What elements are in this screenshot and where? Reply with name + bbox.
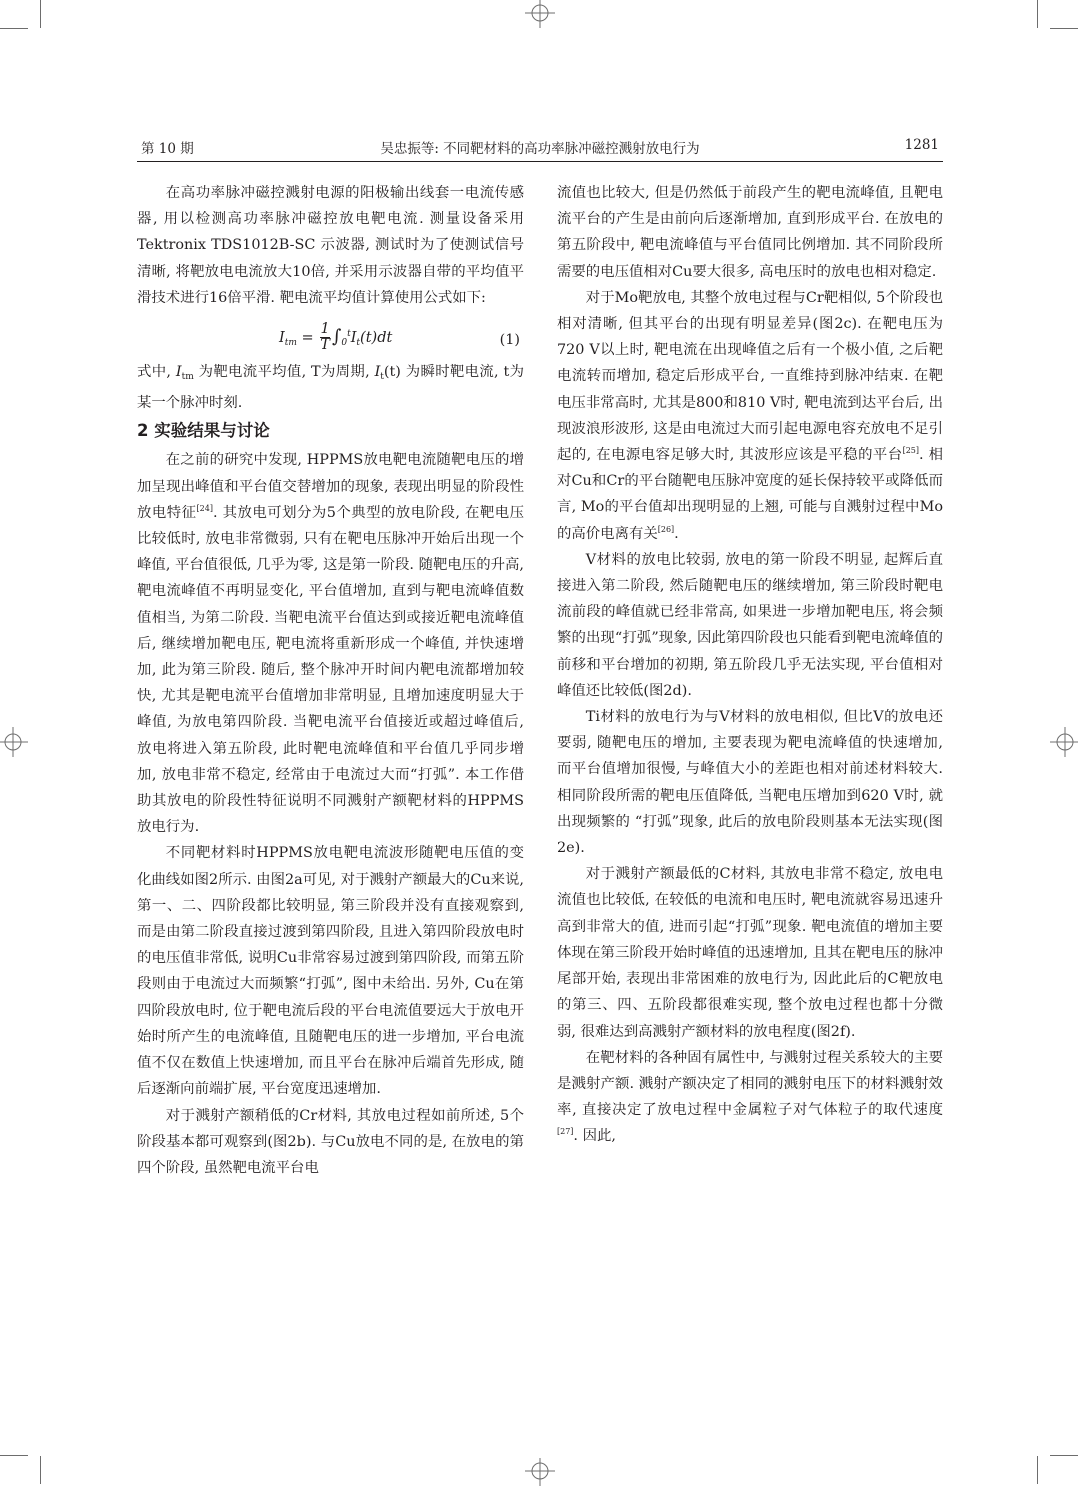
paragraph: Ti材料的放电行为与V材料的放电相似, 但比V的放电还要弱, 随靶电压的增加, 主要表现为靶电流峰值的快速增加, 而平台值增加很慢, 与峰值大小的差距也相对前述材料较大. 相同阶段所需的靶电压值降低, 当靶电压增加到620 V时, 就出现频繁的 “打弧”现象, 此后的放电阶段则基本无法实现(图2e).: [557, 709, 943, 857]
equation-1: [137, 315, 524, 357]
crop-mark: [0, 28, 28, 29]
citation: [25]: [902, 446, 919, 456]
paragraph: 在之前的研究中发现, HPPMS放电靶电流随靶电压的增加呈现出峰值和平台值交替增加的现象, 表现出明显的阶段性放电特征[24]. 其放电可划分为5个典型的放电阶段, 在靶电压比较低时, 放电非常微弱, 只有在靶电压脉冲开始后出现一个峰值, 平台值很低, 几乎为零, 这是第一阶段. 随靶电压的升高, 靶电流峰值不再明显变化, 平台值增加, 直到与靶电流峰值数值相当, 为第二阶段. 当靶电流平台值达到或接近靶电流峰值后, 继续增加靶电压, 靶电流将重新形成一个峰值, 并快速增加, 此为第三阶段. 随后, 整个脉冲开时间内靶电流都增加较快, 尤其是靶电流平台值增加非常明显, 且增加速度明显大于峰值, 为放电第四阶段. 当靶电流平台值接近或超过峰值后, 放电将进入第五阶段, 此时靶电流峰值和平台值几乎同步增加, 放电非常不稳定, 经常由于电流过大而“打弧”. 本工作借助其放电的阶段性特征说明不同溅射产额靶材料的HPPMS放电行为.: [137, 452, 524, 836]
paragraph: 对于溅射产额稍低的Cr材料, 其放电过程如前所述, 5个阶段基本都可观察到(图2b). 与Cu放电不同的是, 在放电的第四个阶段, 虽然靶电流平台电: [137, 1107, 524, 1176]
section-heading: 2 实验结果与讨论: [137, 421, 270, 441]
paragraph: 式中, $I_{tm}$ 为靶电流平均值, T为周期, $I_t(t)$ 为瞬时靶电流, t为某一个脉冲时刻.: [137, 364, 524, 412]
paragraph: 不同靶材料时HPPMS放电靶电流波形随靶电压值的变化曲线如图2所示. 由图2a可见, 对于溅射产额最大的Cu来说, 第一、二、四阶段都比较明显, 第三阶段并没有直接观察到, 而是由第二阶段直接过渡到第四阶段, 且进入第四阶段放电时的电压值非常低, 说明Cu非常容易过渡到第四阶段, 而第五阶段则由于电流过大而频繁“打弧”, 图中未给出. 另外, Cu在第四阶段放电时, 位于靶电流后段的平台电流值要远大于放电开始时所产生的电流峰值, 且随靶电压的进一步增加, 平台电流值不仅在数值上快速增加, 而且平台在脉冲后端首先形成, 随后逐渐向前端扩展, 平台宽度迅速增加.: [137, 845, 524, 1098]
right-column: [557, 180, 943, 1150]
crop-mark: [1050, 28, 1078, 29]
registration-mark-icon: [525, 1456, 555, 1486]
equation-number: (1): [499, 332, 520, 349]
citation: [24]: [196, 503, 213, 513]
running-header: [137, 137, 943, 161]
citation: [26]: [657, 524, 675, 534]
fraction: $\frac{1}{T}$: [320, 321, 330, 354]
crop-mark: [1037, 1456, 1038, 1484]
left-column: [137, 180, 524, 1181]
crop-mark: [0, 1455, 28, 1456]
paragraph: 对于溅射产额最低的C材料, 其放电非常不稳定, 放电电流值也比较低, 在较低的电流和电压时, 靶电流就容易迅速升高到非常大的值, 进而引起“打弧”现象. 靶电流值的增加主要体现在第三阶段开始时峰值的迅速增加, 且其在靶电压的脉冲尾部开始, 表现出非常困难的放电行为, 因此此后的C靶放电的第三、四、五阶段都很难实现, 整个放电过程也都十分微弱, 很难达到高溅射产额材料的放电程度(图2f).: [557, 866, 943, 1040]
paragraph: 对于Mo靶放电, 其整个放电过程与Cr靶相似, 5个阶段也相对清晰, 但其平台的出现有明显差异(图2c). 在靶电压为720 V以上时, 靶电流在出现峰值之后有一个极小值, 之后靶电流转而增加, 稳定后形成平台, 一直维持到脉冲结束. 在靶电压非常高时, 尤其是800和810 V时, 靶电流到达平台后, 出现波浪形波形, 这是由电流过大而引起电源电容充放电不足引起的, 在电源电容足够大时, 其波形应该是平稳的平台[25]. 相对Cu和Cr的平台随靶电压脉冲宽度的延长保持较平或降低而言, Mo的平台值却出现明显的上翘, 可能与自溅射过程中Mo的高价电离有关[26].: [557, 289, 943, 542]
crop-mark: [40, 1456, 41, 1484]
registration-mark-icon: [0, 727, 30, 757]
citation: [27]: [557, 1127, 574, 1137]
page-number: 1281: [904, 137, 939, 153]
equation-body: $I_{tm}$ = $\frac{1}{T}$ $\int_0^tI_t(t)dt$: [279, 321, 393, 354]
crop-mark: [40, 0, 41, 28]
paragraph: 在高功率脉冲磁控溅射电源的阳极输出线套一电流传感器, 用以检测高功率脉冲磁控放电靶电流. 测量设备采用 Tektronix TDS1012B-SC 示波器, 测试时为了使测试信号清晰, 将靶放电电流放大10倍, 并采用示波器自带的平均值平滑技术进行16倍平滑. 靶电流平均值计算使用公式如下:: [137, 185, 524, 306]
registration-mark-icon: [1048, 727, 1078, 757]
header-rule: [137, 161, 943, 162]
issue-label: 第 10 期: [141, 141, 194, 157]
registration-mark-icon: [525, 0, 555, 30]
paragraph: V材料的放电比较弱, 放电的第一阶段不明显, 起辉后直接进入第二阶段, 然后随靶电压的继续增加, 第三阶段时靶电流前段的峰值就已经非常高, 如果进一步增加靶电压, 将会频繁的出现“打弧”现象, 因此第四阶段也只能看到靶电流峰值的前移和平台增加的初期, 第五阶段几乎无法实现, 平台值相对峰值还比较低(图2d).: [557, 551, 943, 699]
running-title: 吴忠振等: 不同靶材料的高功率脉冲磁控溅射放电行为: [380, 141, 700, 157]
crop-mark: [1050, 1455, 1078, 1456]
paragraph: 在靶材料的各种固有属性中, 与溅射过程关系较大的主要是溅射产额. 溅射产额决定了相同的溅射电压下的材料溅射效率, 直接决定了放电过程中金属粒子对气体粒子的取代速度[27]. 因此,: [557, 1049, 943, 1145]
paragraph: 流值也比较大, 但是仍然低于前段产生的靶电流峰值, 且靶电流平台的产生是由前向后逐渐增加, 直到形成平台. 在放电的第五阶段中, 靶电流峰值与平台值同比例增加. 其不同阶段所需要的电压值相对Cu要大很多, 高电压时的放电也相对稳定.: [557, 185, 943, 280]
crop-mark: [1037, 0, 1038, 28]
